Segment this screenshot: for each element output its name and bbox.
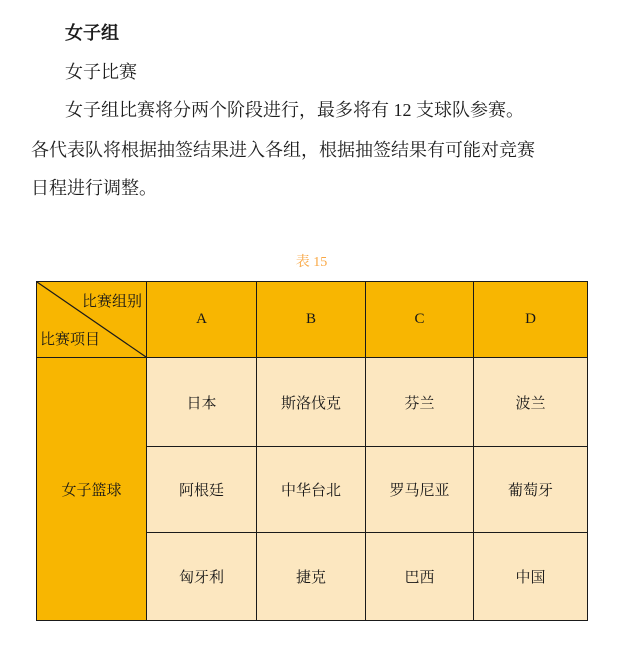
column-header-d: D	[474, 282, 588, 358]
cell-group-a-row-3: 匈牙利	[147, 533, 257, 621]
paragraph-line-2: 各代表队将根据抽签结果进入各组，根据抽签结果有可能对竞赛	[31, 140, 535, 160]
cell-group-b-row-1: 斯洛伐克	[257, 358, 366, 447]
column-header-c: C	[366, 282, 474, 358]
corner-header-cell	[37, 282, 147, 358]
column-header-a: A	[147, 282, 257, 358]
cell-group-d-row-3: 中国	[474, 533, 588, 621]
cell-group-b-row-2: 中华台北	[257, 447, 366, 533]
section-heading: 女子组	[65, 23, 119, 43]
cell-group-d-row-1: 波兰	[474, 358, 588, 447]
corner-label-group: 比赛组别	[81, 294, 142, 310]
groups-table	[36, 281, 588, 621]
cell-group-c-row-2: 罗马尼亚	[366, 447, 474, 533]
row-header-womens-basketball: 女子篮球	[37, 358, 147, 621]
paragraph-line-3: 日程进行调整。	[31, 178, 157, 198]
table-caption: 表 15	[295, 255, 328, 270]
cell-group-a-row-1: 日本	[147, 358, 257, 447]
paragraph-line-1: 女子组比赛将分两个阶段进行，最多将有 12 支球队参赛。	[65, 100, 524, 120]
corner-label-event: 比赛项目	[40, 332, 101, 348]
section-subheading: 女子比赛	[65, 62, 137, 82]
cell-group-c-row-3: 巴西	[366, 533, 474, 621]
cell-group-c-row-1: 芬兰	[366, 358, 474, 447]
cell-group-a-row-2: 阿根廷	[147, 447, 257, 533]
cell-group-d-row-2: 葡萄牙	[474, 447, 588, 533]
column-header-b: B	[257, 282, 366, 358]
cell-group-b-row-3: 捷克	[257, 533, 366, 621]
